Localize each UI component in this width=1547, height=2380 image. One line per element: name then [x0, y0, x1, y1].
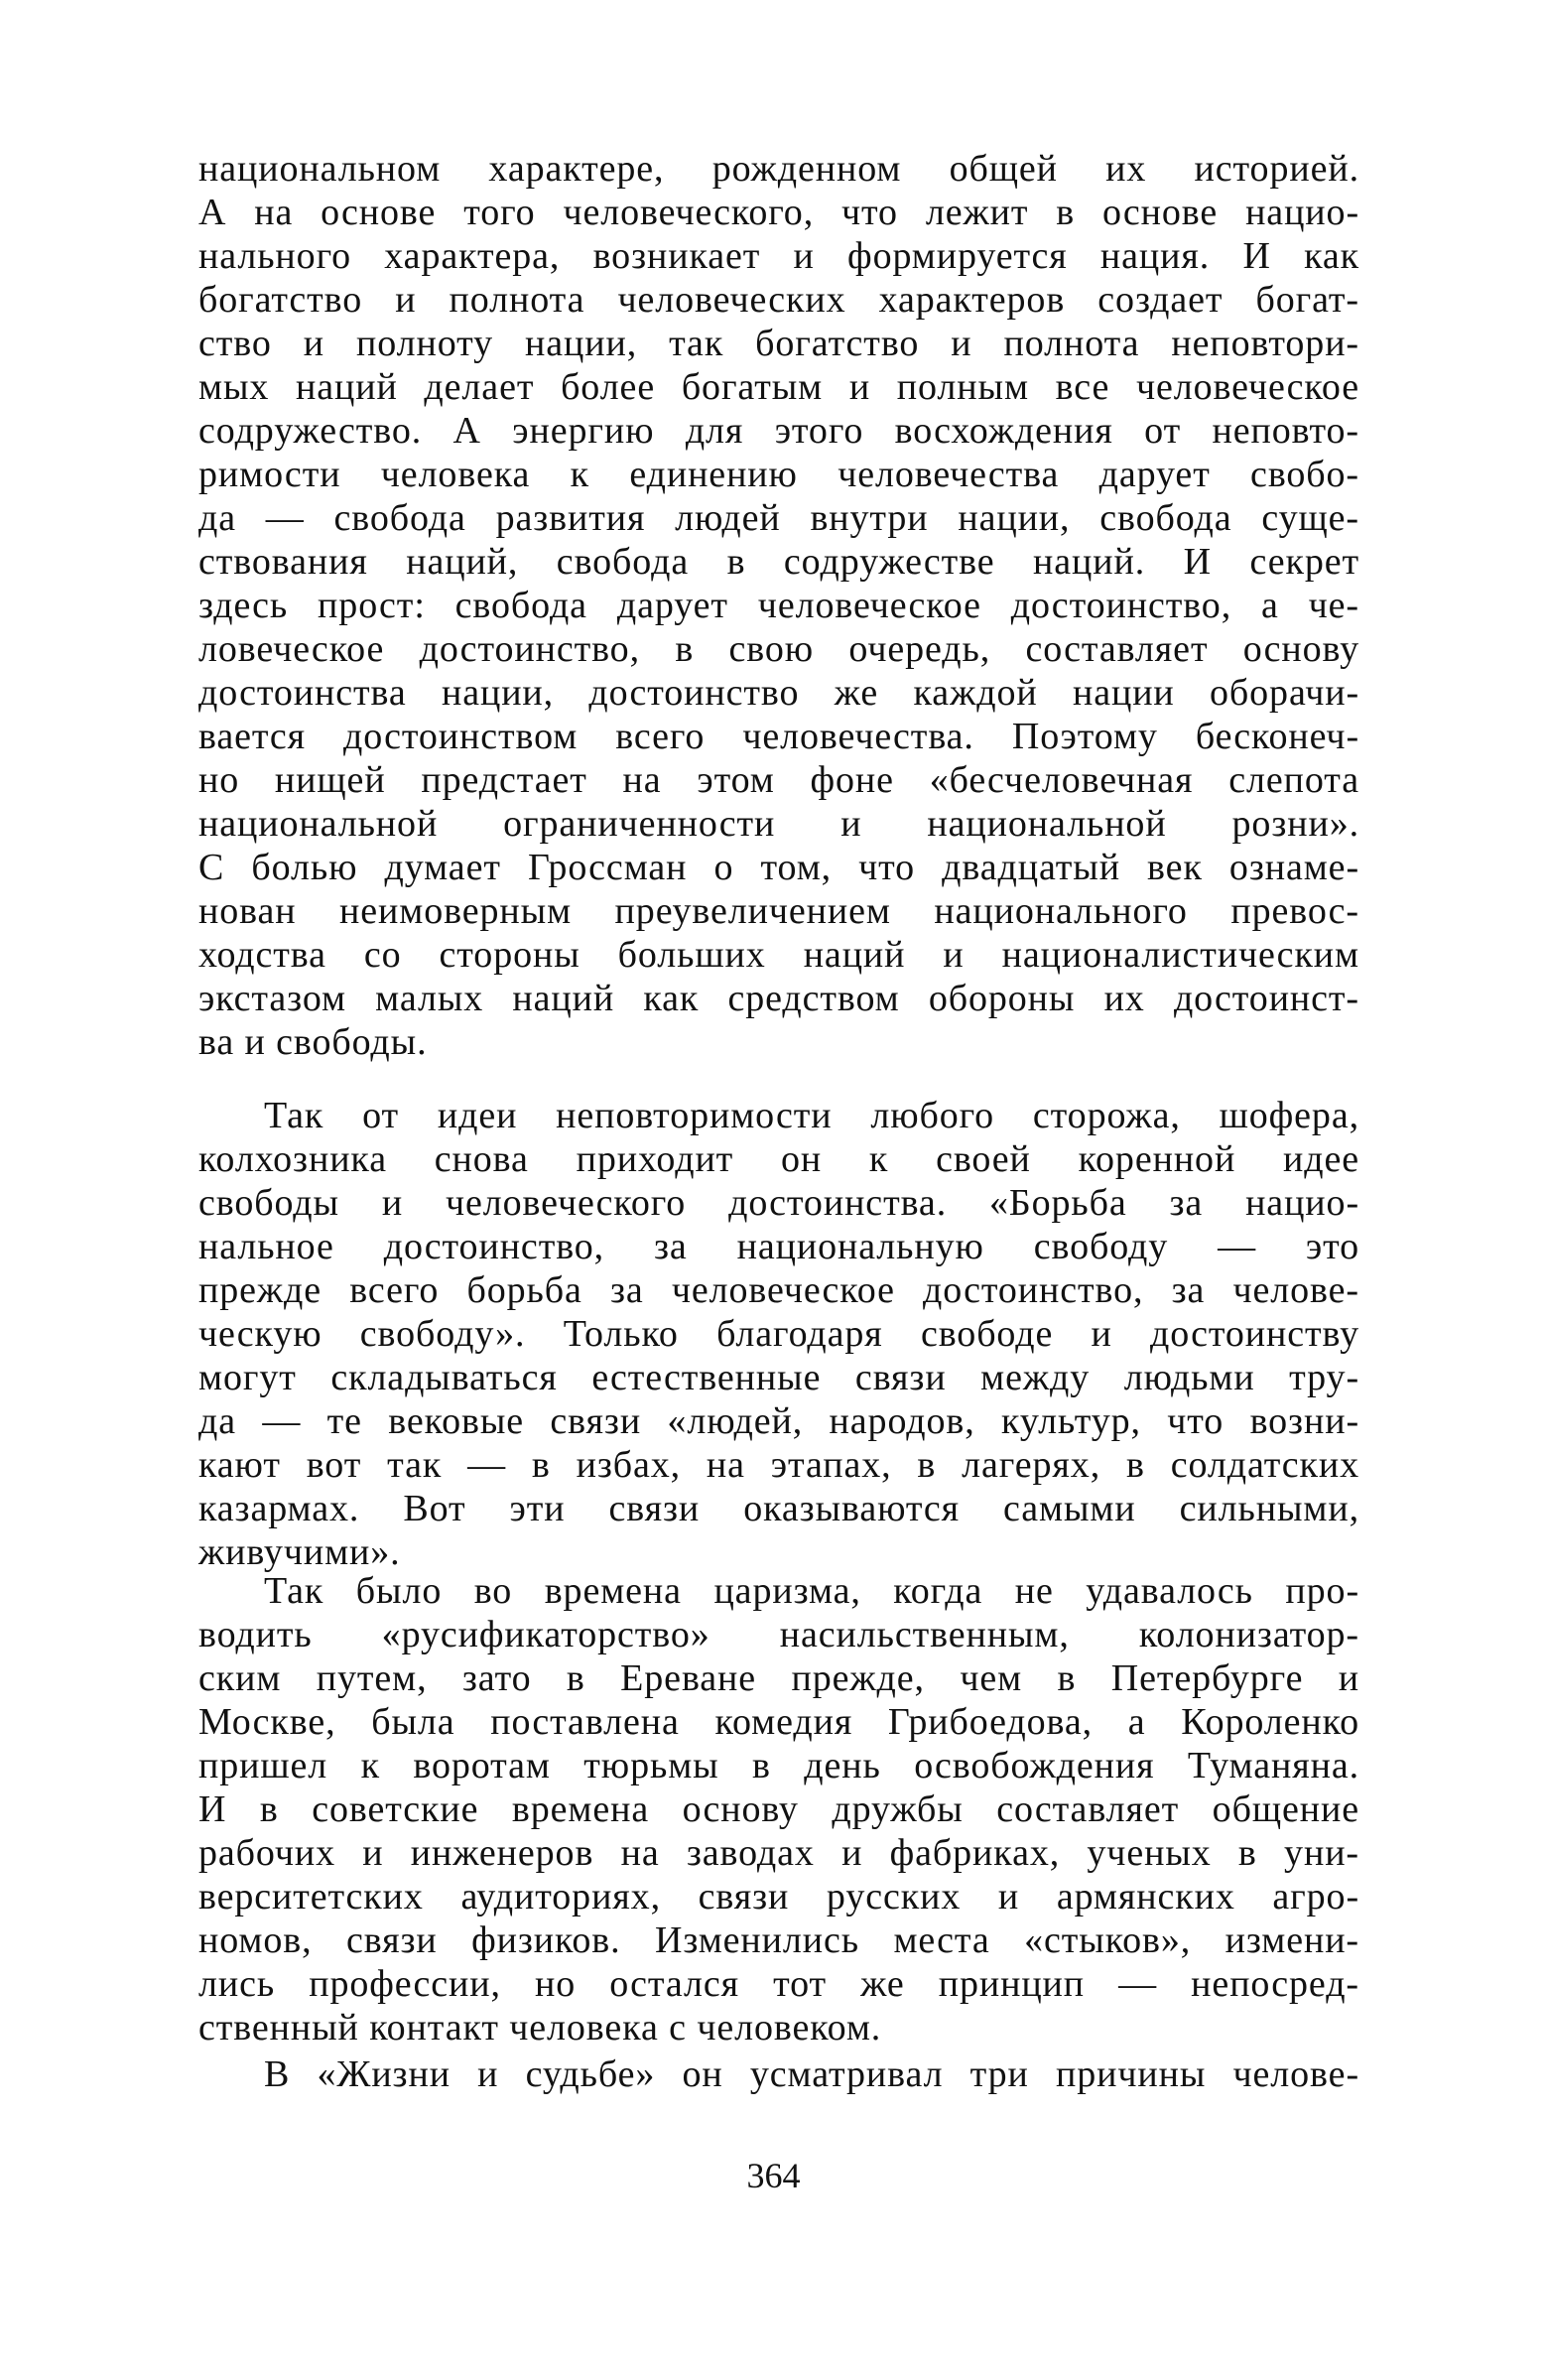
text-line: ственный контакт человека с человеком. [198, 2007, 882, 2049]
text-line: вается достоинством всего человечества. Поэтому бесконеч- [198, 716, 1359, 757]
text-line: достоинства нации, достоинство же каждой нации оборачи- [198, 672, 1359, 714]
text-line: прежде всего борьба за человеческое достоинство, за челове- [198, 1269, 1359, 1311]
text-line: ловеческое достоинство, в свою очередь, составляет основу [198, 628, 1359, 670]
text-line: национальном характере, рожденном общей их историей. [198, 148, 1359, 190]
paragraph [198, 1094, 1359, 1574]
text-line: нован неимоверным преувеличением национального превос- [198, 890, 1359, 932]
text-line: А на основе того человеческого, что лежит в основе нацио- [198, 192, 1359, 233]
paragraph [198, 1569, 1359, 2049]
text-line: Так было во времена царизма, когда не удавалось про- [264, 1570, 1359, 1612]
text-line: ва и свободы. [198, 1021, 428, 1063]
text-line: И в советские времена основу дружбы составляет общение [198, 1788, 1359, 1830]
text-line: лись профессии, но остался тот же принцип — непосред- [198, 1963, 1359, 2005]
text-line: римости человека к единению человечества дарует свобо- [198, 454, 1359, 495]
text-line: ство и полноту нации, так богатство и полнота неповтори- [198, 323, 1359, 364]
text-line: кают вот так — в избах, на этапах, в лагерях, в солдатских [198, 1444, 1359, 1486]
text-line: водить «русификаторство» насильственным, колонизатор- [198, 1614, 1359, 1655]
text-line: богатство и полнота человеческих характеров создает богат- [198, 279, 1359, 321]
text-line: да — свобода развития людей внутри нации, свобода суще- [198, 497, 1359, 539]
text-line: могут складываться естественные связи между людьми тру- [198, 1357, 1359, 1398]
text-line: содружество. А энергию для этого восхождения от неповто- [198, 410, 1359, 452]
text-line: здесь прост: свобода дарует человеческое достоинство, а че- [198, 585, 1359, 626]
page-number: 364 [746, 2156, 801, 2195]
text-line: номов, связи физиков. Изменились места «стыков», измени- [198, 1919, 1359, 1961]
text-line: экстазом малых наций как средством обороны их достоинст- [198, 978, 1359, 1019]
text-line: С болью думает Гроссман о том, что двадцатый век ознаме- [198, 847, 1359, 888]
text-line: да — те вековые связи «людей, народов, культур, что возни- [198, 1400, 1359, 1442]
text-line: национальной ограниченности и национальной розни». [198, 803, 1359, 845]
text-line: свободы и человеческого достоинства. «Борьба за нацио- [198, 1182, 1359, 1224]
text-line: нального характера, возникает и формируется нация. И как [198, 235, 1359, 277]
text-line: ским путем, зато в Ереване прежде, чем в Петербурге и [198, 1657, 1359, 1699]
text-line: ческую свободу». Только благодаря свободе и достоинству [198, 1313, 1359, 1355]
text-line: рабочих и инженеров на заводах и фабриках, ученых в уни- [198, 1832, 1359, 1874]
text-line: Москве, была поставлена комедия Грибоедова, а Короленко [198, 1701, 1359, 1743]
paragraph [198, 147, 1359, 1064]
text-line: ствования наций, свобода в содружестве наций. И секрет [198, 541, 1359, 583]
text-line: казармах. Вот эти связи оказываются самыми сильными, [198, 1488, 1359, 1529]
text-line: колхозника снова приходит он к своей коренной идее [198, 1138, 1359, 1180]
text-line: пришел к воротам тюрьмы в день освобождения Туманяна. [198, 1745, 1359, 1786]
text-line: мых наций делает более богатым и полным все человеческое [198, 366, 1359, 408]
text-line: живучими». [198, 1531, 401, 1573]
text-line: но нищей предстает на этом фоне «бесчеловечная слепота [198, 759, 1359, 801]
text-line: верситетских аудиториях, связи русских и армянских агро- [198, 1876, 1359, 1917]
text-line: Так от идеи неповторимости любого сторожа, шофера, [264, 1095, 1359, 1136]
text-line: нальное достоинство, за национальную свободу — это [198, 1226, 1359, 1267]
text-line: ходства со стороны больших наций и националистическим [198, 934, 1359, 976]
paragraph [198, 2052, 1359, 2096]
text-line: В «Жизни и судьбе» он усматривал три причины челове- [264, 2053, 1359, 2095]
